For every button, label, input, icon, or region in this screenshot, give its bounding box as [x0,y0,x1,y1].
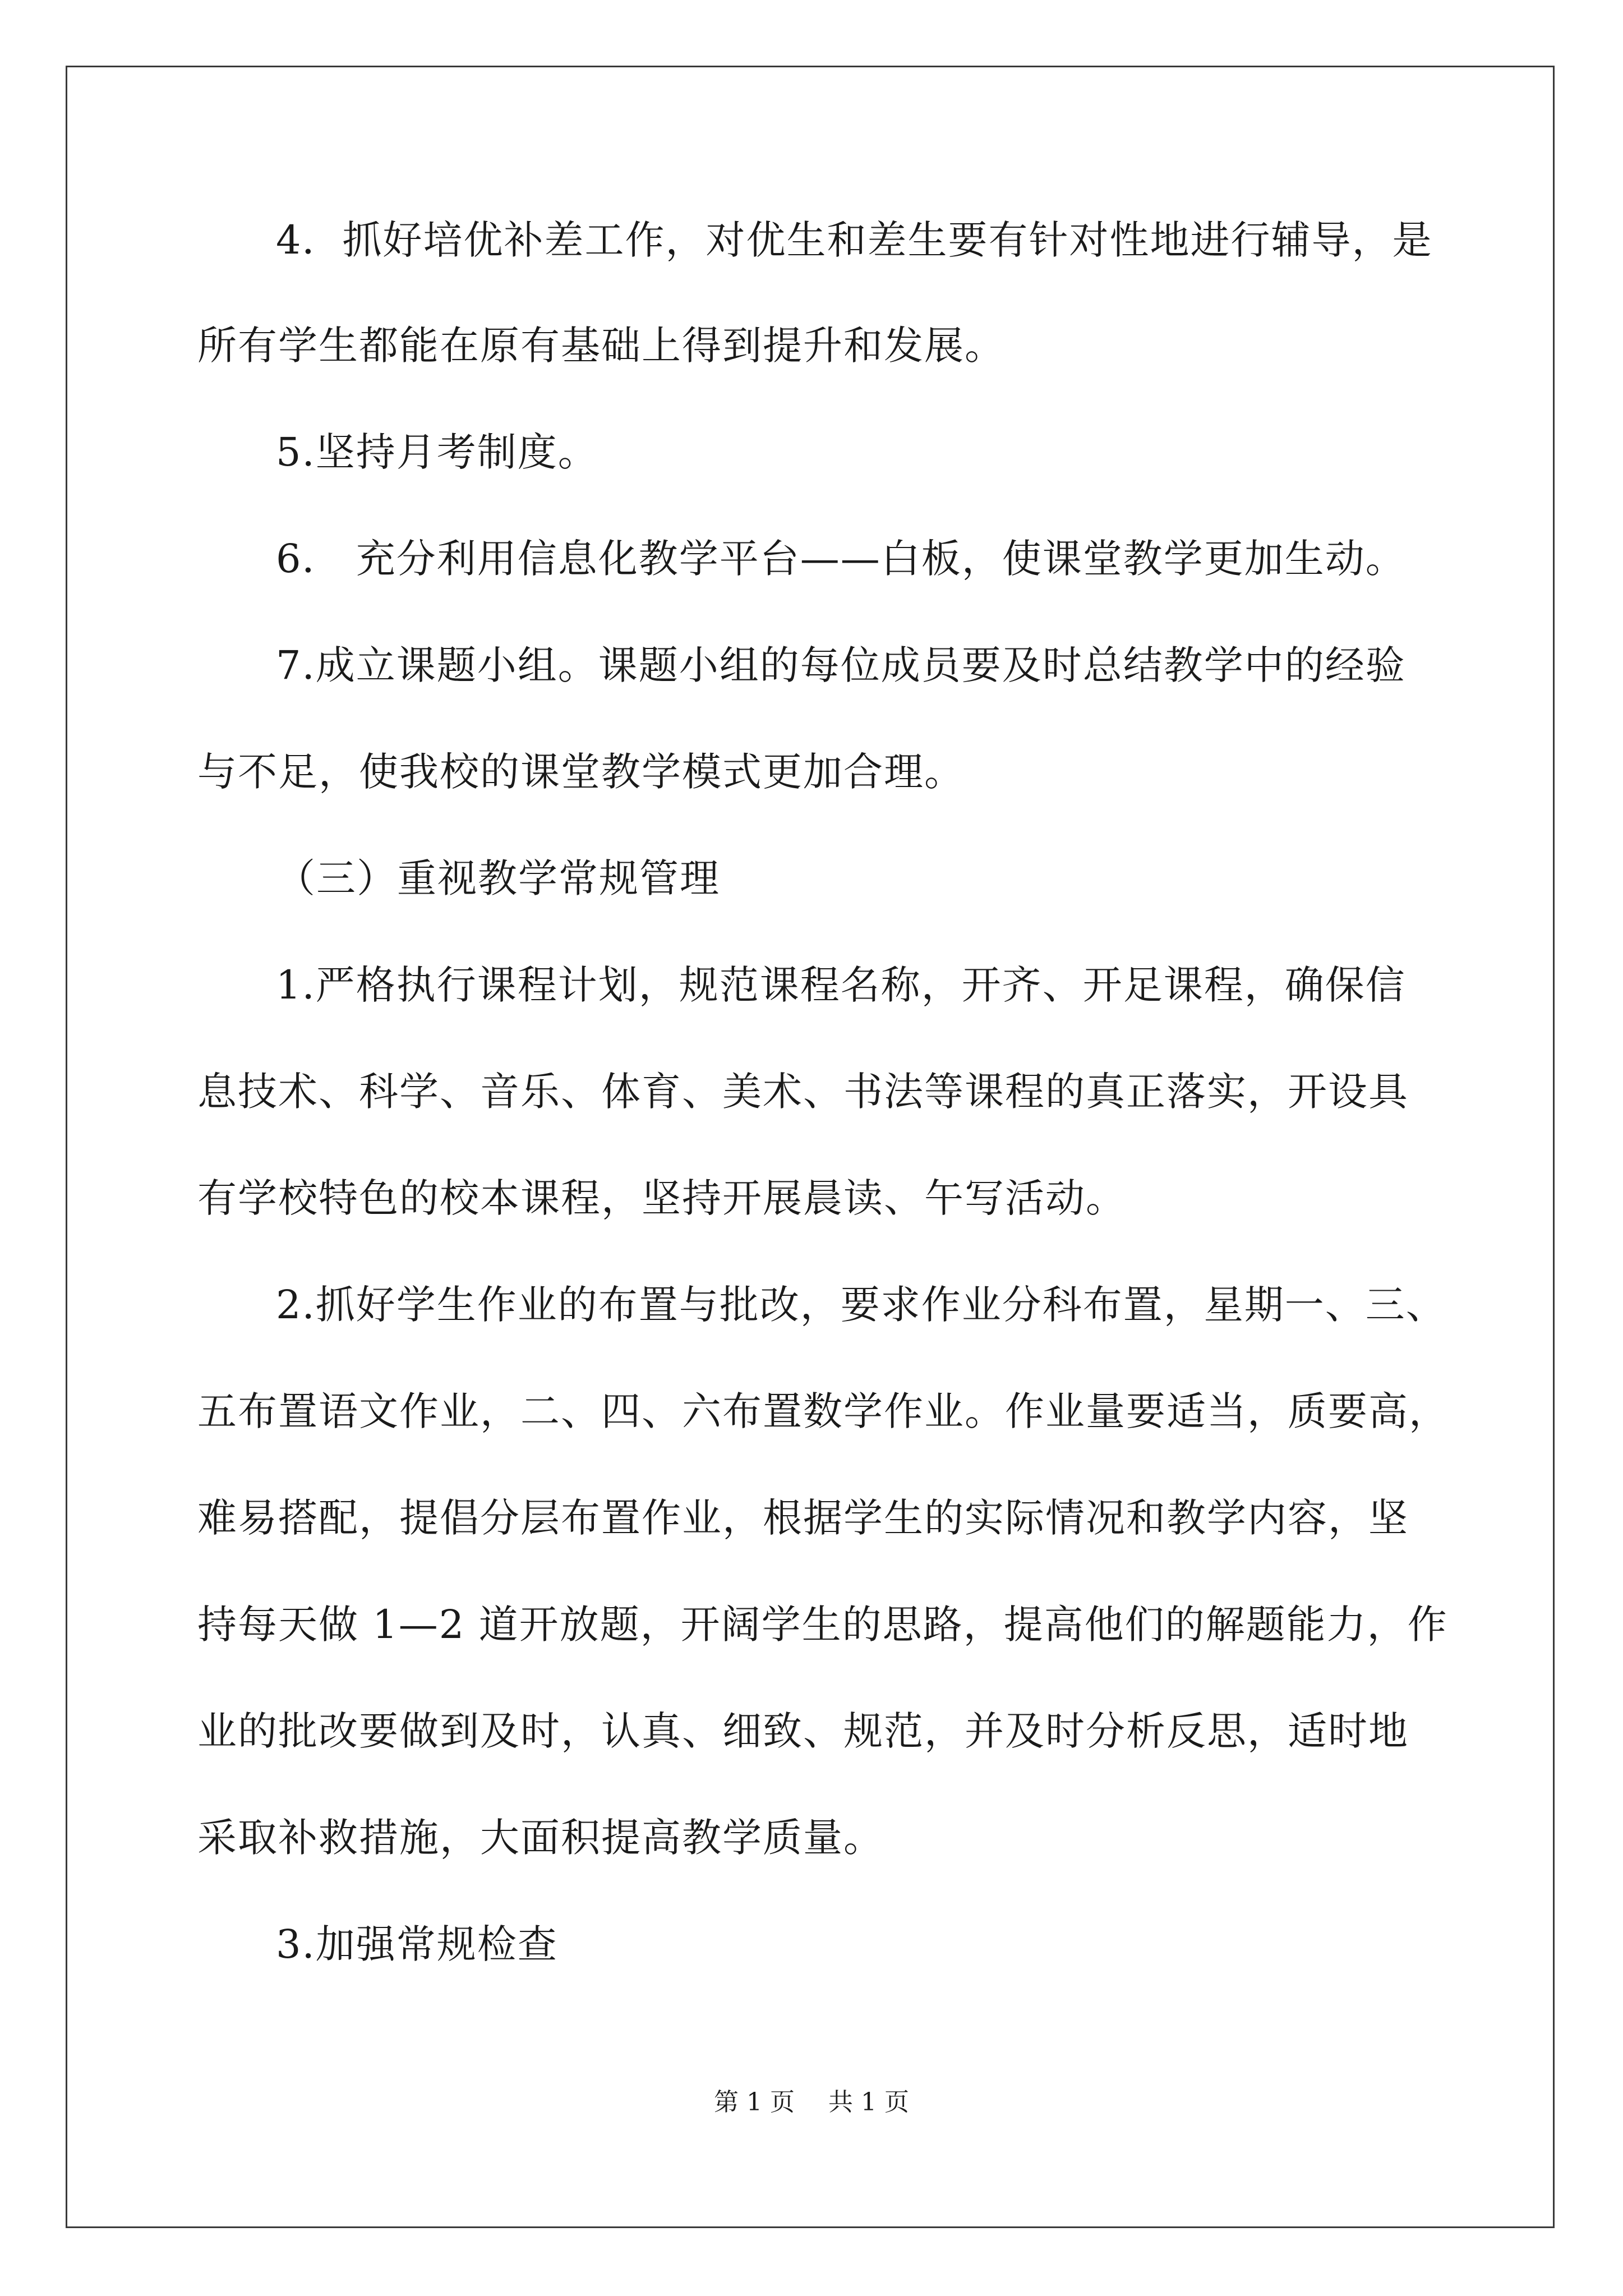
text-line: 3.加强常规检查 [276,1921,558,1967]
text-line: 2.抓好学生作业的布置与批改，要求作业分科布置，星期一、三、 [276,1282,1446,1328]
text-line: 息技术、科学、音乐、体育、美术、书法等课程的真正落实，开设具 [197,1069,1409,1115]
text-line: 采取补救措施，大面积提高教学质量。 [197,1815,884,1861]
page-number: 第 1 页 [714,2088,795,2116]
text-line: 4．抓好培优补差工作，对优生和差生要有针对性地进行辅导，是 [276,217,1433,263]
text-line: 有学校特色的校本课程，坚持开展晨读、午写活动。 [197,1175,1126,1221]
section-heading: （三）重视教学常规管理 [276,855,720,901]
text-line: 难易搭配，提倡分层布置作业，根据学生的实际情况和教学内容，坚 [197,1495,1409,1541]
text-line: 五布置语文作业，二、四、六布置数学作业。作业量要适当，质要高， [197,1388,1449,1434]
text-line: 持每天做 1—2 道开放题，开阔学生的思路，提高他们的解题能力，作 [197,1602,1448,1648]
text-line: 7.成立课题小组。课题小组的每位成员要及时总结教学中的经验 [276,642,1406,688]
page-border [66,66,1555,2228]
text-line: 业的批改要做到及时，认真、细致、规范，并及时分析反思，适时地 [197,1708,1409,1754]
text-line: 5.坚持月考制度。 [276,429,598,475]
text-line: 6． 充分利用信息化教学平台——白板，使课堂教学更加生动。 [276,536,1406,582]
text-line: 与不足，使我校的课堂教学模式更加合理。 [197,749,965,795]
page-total: 共 1 页 [828,2088,909,2116]
text-line: 1.严格执行课程计划，规范课程名称，开齐、开足课程，确保信 [276,962,1406,1008]
text-line: 所有学生都能在原有基础上得到提升和发展。 [197,323,1005,369]
page-footer [0,2086,1623,2119]
